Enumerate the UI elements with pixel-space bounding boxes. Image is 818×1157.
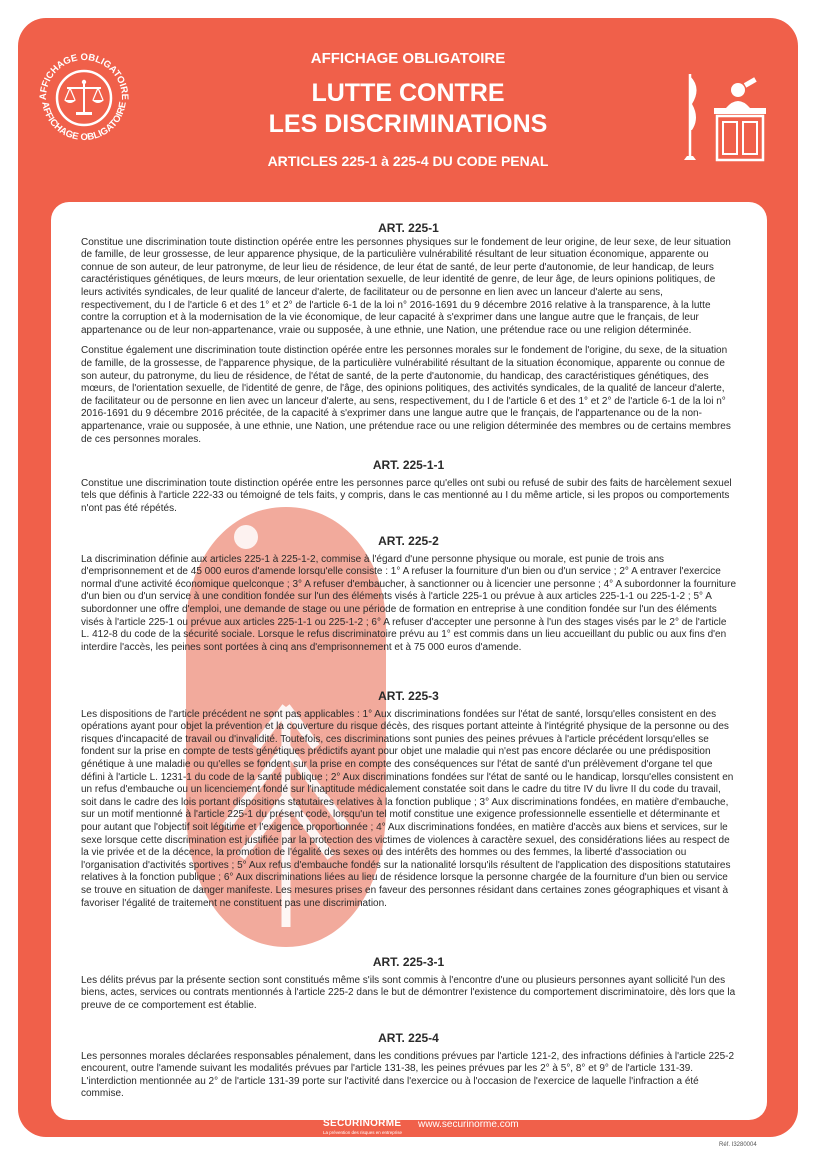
courtroom-judge-icon (676, 68, 772, 164)
poster (18, 18, 798, 1137)
website-link[interactable]: www.securinorme.com (418, 1119, 519, 1130)
article-225-3 (81, 690, 736, 910)
article-paragraph: Constitue une discrimination toute distinction opérée entre les personnes parce qu'elles ont subi ou refusé de subir des faits de harcèlement sexuel tels que définis à l'article 222-33 ou témoigné de tels faits, y compris, dans le cas mentionné au I du même article, si les propos ou comportements n'ont pas été répétés. (81, 477, 732, 514)
article-225-2 (81, 535, 736, 654)
kicker: AFFICHAGE OBLIGATOIRE (310, 50, 506, 67)
brand-logo: SECURINORME (323, 1118, 402, 1129)
article-title: ART. 225-3-1 (372, 955, 445, 969)
title-line-1: LUTTE CONTRE (311, 79, 505, 107)
article-title: ART. 225-2 (378, 534, 439, 548)
article-paragraph: La discrimination définie aux articles 225-1 à 225-1-2, commise à l'égard d'une personne physique ou morale, est punie de trois ans d'emprisonnement et de 45 000 euros d'amende lorsqu'elle consiste : 1° A refuser la fourniture d'un bien ou d'un service ; 2° A entraver l'exercice normal d'une activité économique quelconque ; 3° A refuser d'embaucher, à sanctionner ou à licencier une personne ; 4° A subordonner la fourniture d'un bien ou d'un service à une condition fondée sur l'un des éléments visés à l'article 225-1 ou prévue à aux articles 225-1-1 ou 225-1-2 ; 5° A subordonner une offre d'emploi, une demande de stage ou une période de formation en entreprise à une condition fondée sur l'un des éléments visés à l'article 225-1 ou prévue aux articles 225-1-1 ou 225-1-2 ; 6° A refuser d'accepter une personne à l'un des stages visés par le 2° de l'article L. 412-8 du code de la sécurité sociale. Lorsque le refus discriminatoire prévu au 1° est commis dans un lieu accueillant du public ou aux fins d'en interdire l'accès, les peines sont portées à cinq ans d'emprisonnement et à 75 000 euros d'amende. (81, 553, 737, 653)
article-paragraph: Constitue également une discrimination toute distinction opérée entre les personnes morales sur le fondement de l'origine, du sexe, de la situation de famille, de la grossesse, de l'apparence physique, de la particulière vulnérabilité résultant de la situation économique, apparente ou connue de son auteur, du patronyme, du lieu de résidence, de l'état de santé, de la perte d'autonomie, du handicap, des caractéristiques génétiques, des mœurs, de l'orientation sexuelle, de l'identité de genre, de l'âge, des opinions politiques, des activités syndicales, de la qualité de lanceur d'alerte, de facilitateur ou de personne en lien avec un lanceur d'alerte, au sens, respectivement, du I de l'article 6 et des 1° et 2° de l'article 6-1 de la loi n° 2016-1691 du 9 décembre 2016 précitée, de la capacité à s'exprimer dans une langue autre que le français, de l'appartenance ou de la non-appartenance, vraie ou supposée, à une ethnie, une Nation, une prétendue race ou une religion déterminée des membres ou de certains membres de ces personnes morales. (81, 345, 731, 445)
content-panel (51, 202, 767, 1120)
article-paragraph: Les délits prévus par la présente section sont constitués même s'ils sont commis à l'encontre d'une ou plusieurs personnes ayant sollicité l'un des biens, actes, services ou contrats mentionnés à l'article 225-2 dans le but de démontrer l'existence du comportement discriminatoire, dès lors que la preuve de ce comportement est établie. (81, 974, 736, 1011)
article-title: ART. 225-1-1 (372, 458, 445, 472)
footer (18, 1118, 798, 1137)
article-title: ART. 225-3 (378, 689, 439, 703)
article-paragraph: Les dispositions de l'article précédent ne sont pas applicables : 1° Aux discriminations fondées sur l'état de santé, lorsqu'elles consistent en des opérations ayant pour objet la prévention et la couverture du risque décès, des risques portant atteinte à l'intégrité physique de la personne ou des risques d'incapacité de travail ou d'invalidité. Toutefois, ces discriminations sont punies des peines prévues à l'article précédent lorsqu'elles se fondent sur la prise en compte de tests génétiques prédictifs ayant pour objet une maladie qui n'est pas encore déclarée ou une prédisposition génétique à une maladie ou qu'elles se fondent sur la prise en compte des conséquences sur l'état de santé d'un prélèvement d'organe tel que défini à l'article L. 1231-1 du code de la santé publique ; 2° Aux discriminations fondées sur l'état de santé ou le handicap, lorsqu'elles consistent en un refus d'embauche ou un licenciement fondé sur l'inaptitude médicalement constatée soit dans le cadre du titre IV du livre II du code du travail, soit dans le cadre des lois portant dispositions statutaires relatives à la fonction publique ; 3° Aux discriminations fondées, en matière d'embauche, sur un motif mentionné à l'article 225-1 du présent code, lorsqu'un tel motif constitue une exigence professionnelle essentielle et déterminante et pour autant que l'objectif soit légitime et l'exigence proportionnée ; 4° Aux discriminations fondées, en matière d'accès aux biens et services, sur le sexe lorsque cette discrimination est justifiée par la protection des victimes de violences à caractère sexuel, des considérations liées au respect de la vie privée et de la décence, la promotion de l'égalité des sexes ou des intérêts des hommes ou des femmes, la liberté d'association ou l'organisation d'activités sportives ; 5° Aux refus d'embauche fondés sur la nationalité lorsqu'ils résultent de l'application des dispositions statutaires relatives à la fonction publique ; 6° Aux discriminations liées au lieu de résidence lorsque la personne chargée de la fourniture d'un bien ou service se trouve en situation de danger manifeste. Les mesures prises en faveur des personnes résidant dans certaines zones géographiques et visant à favoriser l'égalité de traitement ne constituent pas une discrimination. (81, 708, 734, 909)
subtitle: ARTICLES 225-1 à 225-4 DU CODE PENAL (267, 153, 549, 169)
article-title: ART. 225-4 (378, 1031, 439, 1045)
article-225-1-1 (81, 459, 736, 515)
article-225-3-1 (81, 956, 736, 1012)
article-title: ART. 225-1 (378, 221, 439, 235)
reference-number: Réf. I3280004 (719, 1142, 757, 1148)
article-paragraph: Les personnes morales déclarées responsables pénalement, dans les conditions prévues par l'article 121-2, des infractions définies à l'article 225-2 encourent, outre l'amende suivant les modalités prévues par l'article 131-38, les peines prévues par les 2° à 5°, 8° et 9° de l'article 131-39. L'interdiction mentionnée au 2° de l'article 131-39 porte sur l'activité dans l'exercice ou à l'occasion de l'exercice de laquelle l'infraction a été commise. (81, 1050, 735, 1100)
article-paragraph: Constitue une discrimination toute distinction opérée entre les personnes physiques sur le fondement de leur origine, de leur sexe, de leur situation de famille, de leur grossesse, de leur apparence physique, de la particulière vulnérabilité résultant de leur situation économique, apparente ou connue de son auteur, de leur patronyme, de leur lieu de résidence, de leur état de santé, de leur perte d'autonomie, de leur handicap, de leurs caractéristiques génétiques, de leurs mœurs, de leur orientation sexuelle, de leur identité de genre, de leur âge, de leurs opinions politiques, de leurs activités syndicales, de leur qualité de lanceur d'alerte, de facilitateur ou de personne en lien avec un lanceur d'alerte au sens, respectivement, du I de l'article 6 et des 1° et 2° de l'article 6-1 de la loi n° 2016-1691 du 9 décembre 2016 relative à la transparence, à la lutte contre la corruption et à la modernisation de la vie économique, de leur capacité à s'exprimer dans une langue autre que le français, de leur appartenance ou de leur non-appartenance, vraie ou supposée, à une ethnie, une Nation, une prétendue race ou une religion déterminée. (81, 236, 731, 336)
seal-text-top: AFFICHAGE OBLIGATOIRE (37, 51, 131, 101)
title-line-2: LES DISCRIMINATIONS (268, 110, 548, 138)
seal-text-bottom: AFFICHAGE OBLIGATOIRE (39, 100, 129, 144)
brand-tagline: La prévention des risques en entreprise (323, 1130, 403, 1135)
article-225-4 (81, 1032, 736, 1101)
article-225-1 (81, 222, 736, 446)
header (18, 18, 798, 203)
